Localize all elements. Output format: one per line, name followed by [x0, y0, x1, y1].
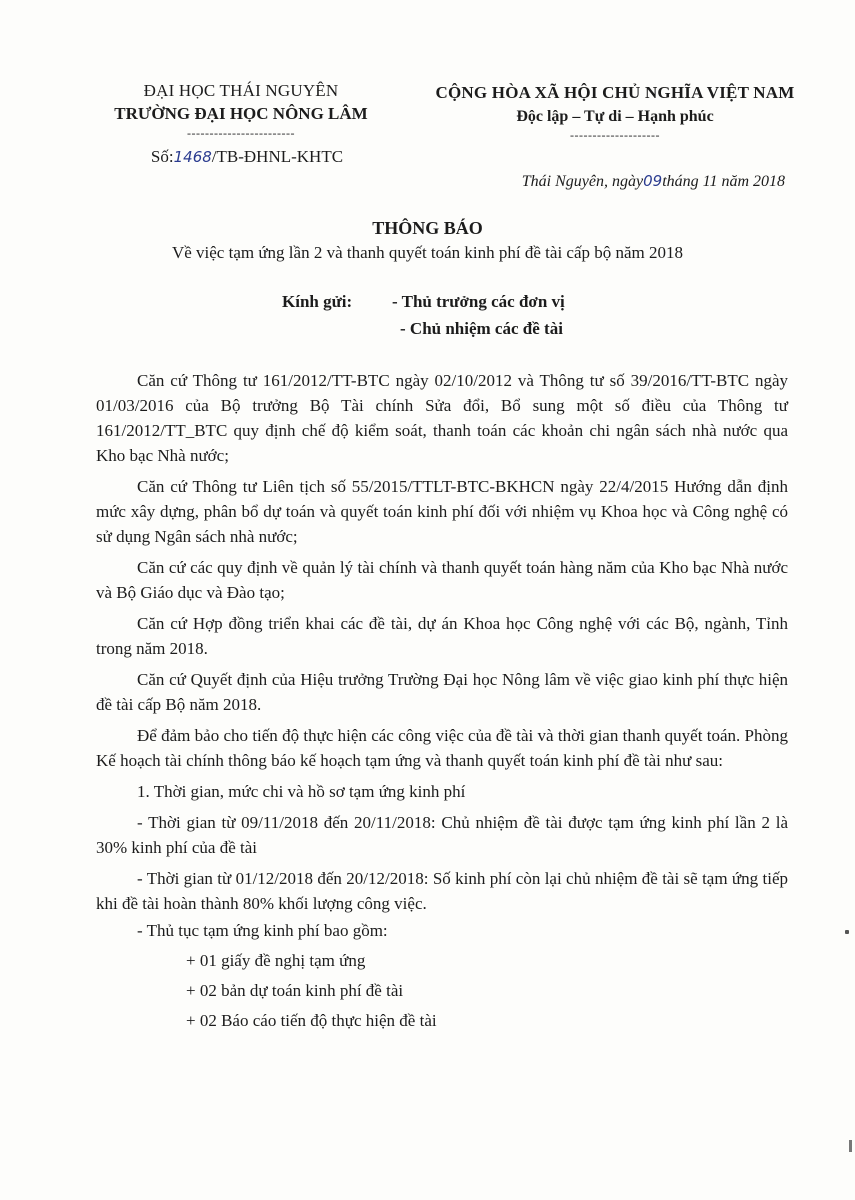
document-number-handwritten: 1468: [173, 148, 212, 166]
issuer-block: [96, 80, 386, 168]
procedure-list: [96, 916, 788, 1036]
body-paragraph: - Thời gian từ 09/11/2018 đến 20/11/2018: Chủ nhiệm đề tài được tạm ứng kinh phí lần 2 là 30% kinh phí của đề tài: [96, 813, 788, 857]
body-paragraph: Căn cứ Thông tư Liên tịch số 55/2015/TTLT-BTC-BKHCN ngày 22/4/2015 Hướng dẫn định mức xây dựng, phân bổ dự toán và quyết toán kinh phí đối với nhiệm vụ Khoa học và Công nghệ có sử dụng Ngân sách nhà nước;: [96, 477, 788, 546]
scan-artifact: [849, 1140, 852, 1152]
recipients-label: Kính gửi:: [282, 292, 353, 311]
body-paragraph: Căn cứ Hợp đồng triển khai các đề tài, dự án Khoa học Công nghệ với các Bộ, ngành, Tỉnh trong năm 2018.: [96, 614, 788, 658]
recipient-item: - Thủ trưởng các đơn vị: [392, 292, 565, 311]
body-paragraph: - Thời gian từ 01/12/2018 đến 20/12/2018: Số kinh phí còn lại chủ nhiệm đề tài sẽ tạm ứng tiếp khi đề tài hoàn thành 80% khối lượng công việc.: [96, 869, 788, 913]
body-paragraph: Căn cứ Quyết định của Hiệu trưởng Trường Đại học Nông lâm về việc giao kinh phí thực hiện đề tài cấp Bộ năm 2018.: [96, 670, 788, 714]
scan-artifact: [845, 930, 849, 934]
place-date-suffix: tháng 11 năm 2018: [662, 173, 785, 190]
body-paragraph: Để đảm bảo cho tiến độ thực hiện các công việc của đề tài và thời gian thanh quyết toán. Phòng Kế hoạch tài chính thông báo kế hoạch tạm ứng và thanh quyết toán kinh phí đề tài như sau:: [96, 726, 788, 770]
procedure-item: + 02 bản dự toán kinh phí đề tài: [186, 981, 404, 1000]
document-number-prefix: Số:: [150, 147, 174, 166]
right-divider: --------------------: [570, 128, 660, 142]
organization-name: TRƯỜNG ĐẠI HỌC NÔNG LÂM: [114, 104, 368, 123]
document-number: [96, 146, 386, 168]
document-number-suffix: /TB-ĐHNL-KHTC: [211, 147, 344, 166]
place-date: [522, 172, 785, 191]
body-paragraph: Căn cứ các quy định về quản lý tài chính và thanh quyết toán hàng năm của Kho bạc Nhà nước và Bộ Giáo dục và Đào tạo;: [96, 558, 788, 602]
section-heading: 1. Thời gian, mức chi và hồ sơ tạm ứng kinh phí: [137, 782, 466, 801]
procedure-item: + 02 Báo cáo tiến độ thực hiện đề tài: [186, 1011, 437, 1030]
procedure-item: + 01 giấy đề nghị tạm ứng: [186, 951, 366, 970]
document-title: THÔNG BÁO: [372, 218, 483, 238]
recipients-block: [282, 288, 565, 342]
place-date-prefix: Thái Nguyên, ngày: [521, 173, 644, 190]
national-motto: Độc lập – Tự di – Hạnh phúc: [516, 108, 714, 125]
national-heading: [420, 82, 810, 142]
document-body: [96, 368, 788, 1036]
recipient-item: - Chủ nhiệm các đề tài: [400, 319, 563, 338]
day-handwritten: 09: [643, 172, 663, 190]
left-divider: ------------------------: [187, 126, 295, 140]
procedure-heading: - Thủ tục tạm ứng kinh phí bao gồm:: [137, 921, 388, 940]
document-subject: Về việc tạm ứng lần 2 và thanh quyết toán kinh phí đề tài cấp bộ năm 2018: [171, 243, 684, 262]
body-paragraph: Căn cứ Thông tư 161/2012/TT-BTC ngày 02/10/2012 và Thông tư số 39/2016/TT-BTC ngày 01/03/2016 của Bộ trưởng Bộ Tài chính Sửa đổi, Bổ sung một số điều của Thông tư 161/2012/TT_BTC quy định chế độ kiểm soát, thanh toán các khoản chi ngân sách nhà nước qua Kho bạc Nhà nước;: [96, 371, 788, 465]
parent-organization: ĐẠI HỌC THÁI NGUYÊN: [143, 81, 339, 100]
country-name: CỘNG HÒA XÃ HỘI CHỦ NGHĨA VIỆT NAM: [435, 83, 795, 102]
